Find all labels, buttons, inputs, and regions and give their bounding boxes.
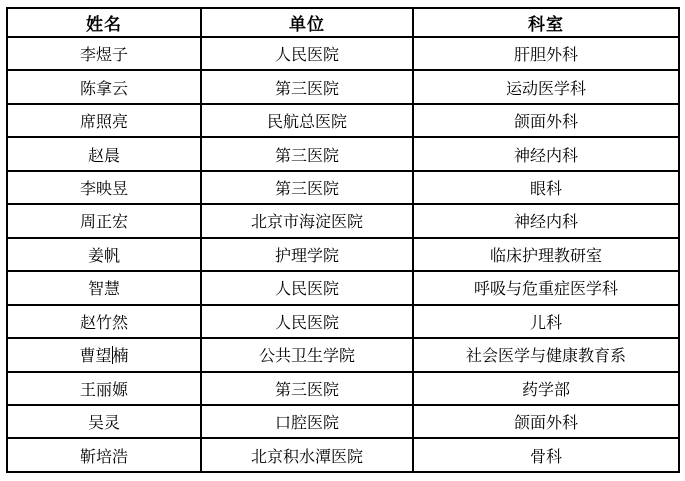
table-row <box>7 271 679 304</box>
cell-department[interactable]: 药学部 <box>413 372 679 405</box>
text-cursor <box>112 346 113 364</box>
table-row <box>7 338 679 371</box>
cell-department[interactable]: 社会医学与健康教育系 <box>413 338 679 371</box>
table-body <box>7 37 679 472</box>
cell-name[interactable]: 智慧 <box>7 271 201 304</box>
table-row <box>7 372 679 405</box>
table-row <box>7 438 679 472</box>
cell-department[interactable]: 颌面外科 <box>413 104 679 137</box>
cell-department[interactable]: 颌面外科 <box>413 405 679 438</box>
cell-department[interactable]: 运动医学科 <box>413 70 679 103</box>
cell-name[interactable]: 陈拿云 <box>7 70 201 103</box>
cell-department[interactable]: 儿科 <box>413 305 679 338</box>
table-row <box>7 305 679 338</box>
table-row <box>7 204 679 237</box>
table-row <box>7 405 679 438</box>
table-row <box>7 171 679 204</box>
roster-table <box>6 7 680 473</box>
cell-name[interactable]: 李映昱 <box>7 171 201 204</box>
cell-unit[interactable]: 公共卫生学院 <box>201 338 413 371</box>
cell-name[interactable]: 靳培浩 <box>7 438 201 472</box>
cell-name[interactable]: 曹望楠 <box>7 338 201 371</box>
header-row <box>7 8 679 37</box>
table-row <box>7 238 679 271</box>
cell-name[interactable]: 姜帆 <box>7 238 201 271</box>
cell-department[interactable]: 肝胆外科 <box>413 37 679 70</box>
cell-unit[interactable]: 人民医院 <box>201 305 413 338</box>
table-row <box>7 70 679 103</box>
cell-department[interactable]: 神经内科 <box>413 137 679 170</box>
cell-unit[interactable]: 第三医院 <box>201 70 413 103</box>
cell-name[interactable]: 李煜子 <box>7 37 201 70</box>
cell-department[interactable]: 骨科 <box>413 438 679 472</box>
cell-name[interactable]: 周正宏 <box>7 204 201 237</box>
cell-unit[interactable]: 北京积水潭医院 <box>201 438 413 472</box>
cell-department[interactable]: 神经内科 <box>413 204 679 237</box>
cell-department[interactable]: 眼科 <box>413 171 679 204</box>
cell-unit[interactable]: 第三医院 <box>201 171 413 204</box>
table-row <box>7 104 679 137</box>
cell-name[interactable]: 赵晨 <box>7 137 201 170</box>
cell-department[interactable]: 呼吸与危重症医学科 <box>413 271 679 304</box>
column-header-name: 姓名 <box>7 8 201 37</box>
cell-unit[interactable]: 北京市海淀医院 <box>201 204 413 237</box>
cell-unit[interactable]: 第三医院 <box>201 372 413 405</box>
cell-name[interactable]: 王丽嫄 <box>7 372 201 405</box>
column-header-department: 科室 <box>413 8 679 37</box>
column-header-unit: 单位 <box>201 8 413 37</box>
cell-unit[interactable]: 第三医院 <box>201 137 413 170</box>
cell-unit[interactable]: 护理学院 <box>201 238 413 271</box>
cell-department[interactable]: 临床护理教研室 <box>413 238 679 271</box>
cell-name[interactable]: 席照亮 <box>7 104 201 137</box>
cell-unit[interactable]: 民航总医院 <box>201 104 413 137</box>
cell-name[interactable]: 吴灵 <box>7 405 201 438</box>
cell-unit[interactable]: 口腔医院 <box>201 405 413 438</box>
cell-unit[interactable]: 人民医院 <box>201 271 413 304</box>
cell-unit[interactable]: 人民医院 <box>201 37 413 70</box>
cell-name[interactable]: 赵竹然 <box>7 305 201 338</box>
table-row <box>7 37 679 70</box>
table-row <box>7 137 679 170</box>
